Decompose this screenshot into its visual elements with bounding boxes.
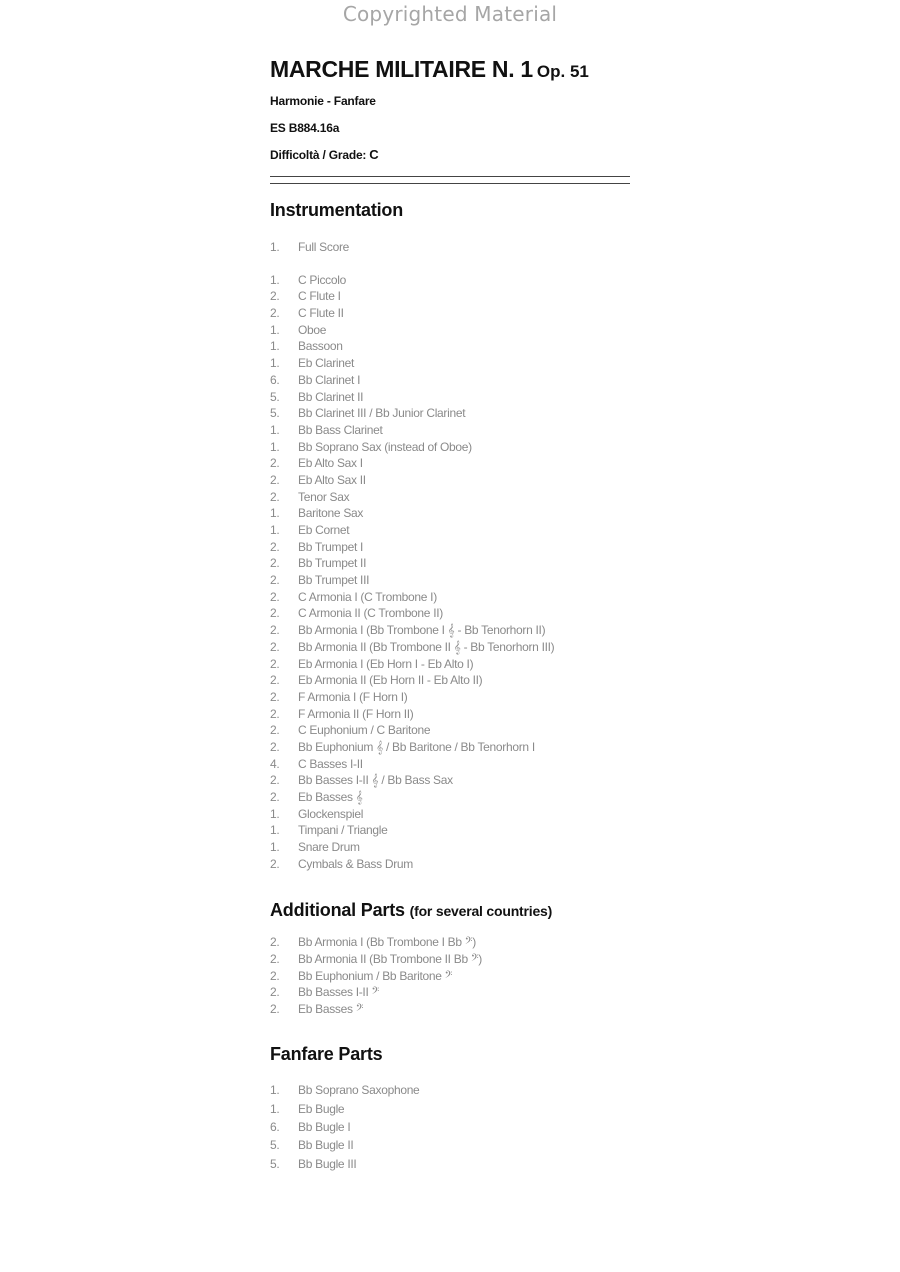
additional-parts-title: Additional Parts [270,900,405,921]
fanfare-parts-list [270,1081,630,1172]
part-quantity: 2. [270,472,280,487]
part-quantity: 5. [270,1138,280,1153]
part-quantity: 2. [270,856,280,871]
opus-number: Op. 51 [536,62,589,81]
part-row [270,288,630,305]
part-quantity: 1. [270,339,280,354]
part-row [270,455,630,472]
part-name: Snare Drum [298,840,360,855]
part-name: Bb Basses I-II 𝄞 / Bb Bass Sax [298,773,453,788]
part-row [270,1136,630,1154]
fanfare-parts-heading: Fanfare Parts [270,1044,383,1065]
part-name: Bb Soprano Sax (instead of Oboe) [298,439,472,454]
part-quantity: 6. [270,372,280,387]
part-row [270,856,630,873]
part-quantity: 4. [270,756,280,771]
additional-parts-heading [270,900,630,921]
part-quantity: 5. [270,389,280,404]
part-quantity: 2. [270,968,280,983]
part-name: Bb Trumpet I [298,539,364,554]
part-quantity: 2. [270,673,280,688]
part-row [270,472,630,489]
part-name: Bb Trumpet III [298,573,370,588]
part-name: Eb Basses 𝄞 [298,790,363,804]
part-row [270,338,630,355]
part-row [270,656,630,673]
part-quantity: 1. [270,523,280,537]
part-row [270,689,630,706]
part-quantity: 1. [270,356,280,371]
part-row [270,505,630,522]
part-row [270,489,630,506]
part-quantity: 2. [270,489,280,504]
score-list [270,239,630,256]
part-name: Eb Armonia I (Eb Horn I - Eb Alto I) [298,656,474,671]
part-name: Bb Clarinet I [298,372,361,387]
part-name: Bb Clarinet II [298,389,364,404]
part-row [270,239,630,256]
part-name: C Basses I-II [298,756,363,771]
part-row [270,405,630,422]
part-name: Bb Clarinet III / Bb Junior Clarinet [298,406,466,421]
part-row [270,951,630,968]
part-row [270,355,630,372]
part-name: Eb Cornet [298,523,350,537]
part-name: Eb Basses 𝄢 [298,1001,364,1016]
part-row [270,422,630,439]
ensemble-type: Harmonie - Fanfare [270,94,376,108]
part-name: F Armonia II (F Horn II) [298,706,414,721]
part-quantity: 2. [270,589,280,604]
part-row [270,539,630,556]
part-row [270,934,630,951]
part-row [270,522,630,539]
difficulty-grade [270,148,630,162]
part-name: Bb Euphonium / Bb Baritone 𝄢 [298,968,453,983]
part-row [270,806,630,823]
copyright-watermark: Copyrighted Material [342,2,558,26]
part-quantity: 1. [270,1101,280,1116]
part-name: Bb Armonia I (Bb Trombone I 𝄞 - Bb Tenorhorn II) [298,623,546,638]
part-name: F Armonia I (F Horn I) [298,689,408,704]
part-row [270,555,630,572]
part-quantity: 1. [270,322,280,337]
part-quantity: 2. [270,723,280,738]
part-row [270,822,630,839]
part-name: Eb Bugle [298,1101,345,1116]
catalog-number: ES B884.16a [270,121,340,135]
part-name: Baritone Sax [298,506,364,521]
part-quantity: 5. [270,406,280,421]
part-quantity: 5. [270,1156,280,1171]
part-quantity: 2. [270,935,280,950]
part-row [270,272,630,289]
part-quantity: 2. [270,739,280,754]
part-name: Bb Euphonium 𝄞 / Bb Baritone / Bb Tenorhorn I [298,739,535,754]
part-row [270,305,630,322]
part-row [270,322,630,339]
part-row [270,984,630,1001]
instrumentation-heading: Instrumentation [270,200,404,220]
part-quantity: 2. [270,306,280,321]
part-quantity: 2. [270,606,280,621]
instrumentation-sheet [270,56,630,1173]
part-quantity: 2. [270,289,280,304]
part-quantity: 2. [270,1001,280,1016]
part-quantity: 2. [270,623,280,638]
part-quantity: 1. [270,1083,280,1098]
part-quantity: 1. [270,806,280,821]
part-name: C Armonia I (C Trombone I) [298,589,437,604]
part-row [270,572,630,589]
work-title-row [270,56,630,83]
part-row [270,1001,630,1018]
additional-parts-list [270,934,630,1017]
additional-parts-subtitle: (for several countries) [409,903,553,920]
part-name: Full Score [298,240,350,254]
part-row [270,772,630,789]
part-name: C Flute II [298,306,344,321]
part-name: Eb Alto Sax I [298,456,363,471]
part-name: C Piccolo [298,272,346,287]
part-quantity: 6. [270,1120,280,1134]
part-quantity: 2. [270,456,280,471]
instrument-parts-list [270,272,630,873]
part-name: C Armonia II (C Trombone II) [298,606,443,621]
part-row [270,639,630,656]
part-row [270,672,630,689]
part-quantity: 1. [270,240,280,254]
part-row [270,1118,630,1136]
part-name: C Euphonium / C Baritone [298,723,431,738]
part-name: Bb Bugle III [298,1156,357,1171]
part-quantity: 2. [270,573,280,588]
grade-label: Difficoltà / Grade: [270,148,367,162]
part-row [270,439,630,456]
part-row [270,789,630,806]
part-name: Bb Trumpet II [298,556,367,571]
part-row [270,389,630,406]
part-name: Bb Basses I-II 𝄢 [298,985,379,1000]
part-name: Eb Clarinet [298,356,355,371]
part-name: Bb Soprano Saxophone [298,1083,420,1098]
part-name: Bb Bugle I [298,1120,351,1134]
part-row [270,739,630,756]
part-quantity: 2. [270,539,280,554]
part-name: Eb Alto Sax II [298,472,366,487]
part-quantity: 2. [270,985,280,1000]
part-name: Bb Armonia I (Bb Trombone I Bb 𝄢) [298,935,476,950]
part-row [270,372,630,389]
part-quantity: 1. [270,506,280,521]
part-quantity: 2. [270,689,280,704]
part-quantity: 2. [270,706,280,721]
part-name: Timpani / Triangle [298,823,388,838]
part-name: Eb Armonia II (Eb Horn II - Eb Alto II) [298,673,483,688]
part-quantity: 1. [270,272,280,287]
part-row [270,1100,630,1118]
part-quantity: 2. [270,773,280,788]
part-name: Bb Armonia II (Bb Trombone II 𝄞 - Bb Tenorhorn III) [298,639,555,654]
part-name: Bb Armonia II (Bb Trombone II Bb 𝄢) [298,952,482,967]
part-row [270,1155,630,1173]
part-quantity: 1. [270,840,280,855]
part-name: Bb Bass Clarinet [298,422,383,437]
part-name: Cymbals & Bass Drum [298,856,413,871]
part-row [270,605,630,622]
part-row [270,722,630,739]
part-quantity: 1. [270,422,280,437]
part-name: Oboe [298,322,327,337]
part-quantity: 2. [270,639,280,654]
double-rule-divider [270,176,630,184]
part-row [270,756,630,773]
part-row [270,706,630,723]
part-name: Tenor Sax [298,489,350,504]
part-row [270,839,630,856]
part-name: C Flute I [298,289,341,304]
part-row [270,1081,630,1099]
part-row [270,622,630,639]
part-quantity: 1. [270,439,280,454]
part-quantity: 2. [270,656,280,671]
part-quantity: 1. [270,823,280,838]
part-quantity: 2. [270,952,280,967]
part-name: Bb Bugle II [298,1138,354,1153]
part-row [270,589,630,606]
part-quantity: 2. [270,556,280,571]
grade-value: C [369,147,379,162]
part-quantity: 2. [270,790,280,804]
part-name: Glockenspiel [298,806,364,821]
work-title: MARCHE MILITAIRE N. 1 [270,56,533,82]
part-name: Bassoon [298,339,343,354]
part-row [270,968,630,985]
